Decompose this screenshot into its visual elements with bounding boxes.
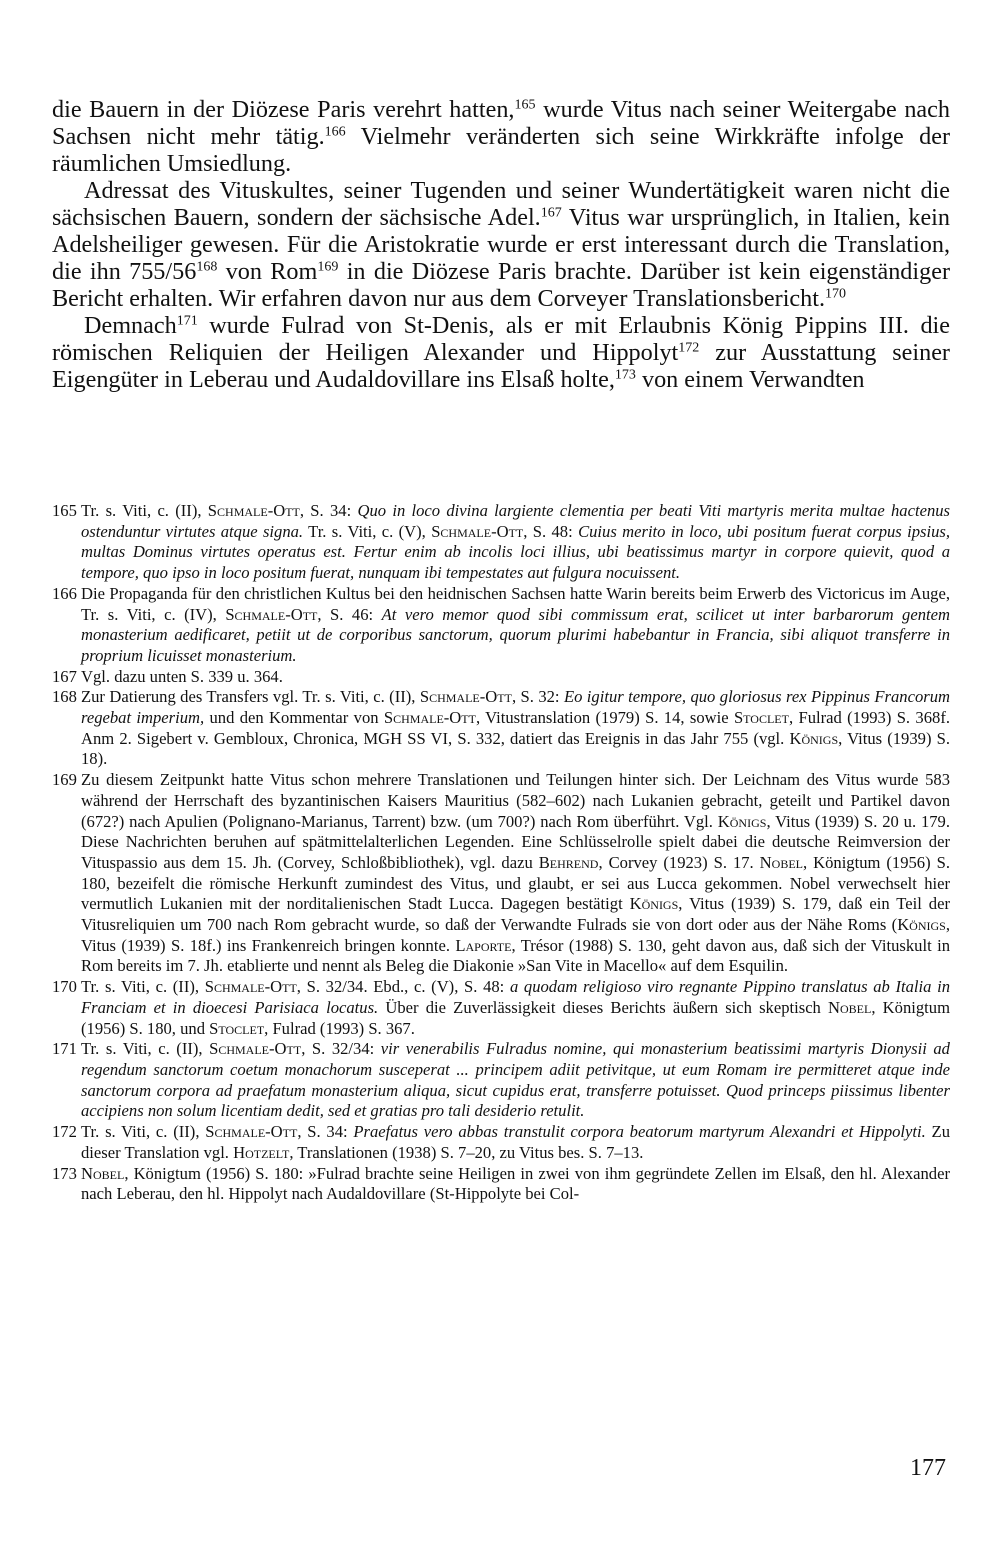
text-run: Tr. s. Viti, c. (II), <box>81 501 208 520</box>
author-name: Stoclet <box>209 1018 265 1038</box>
footnote-ref: 167 <box>540 204 562 221</box>
footnote <box>52 687 950 770</box>
footnote-ref: 168 <box>196 258 218 275</box>
author-name: Nobel <box>828 997 872 1017</box>
text-run: wurde Fulrad von St-Denis, als er mit Erlaubnis König Pippins III. die römischen Reliquien der Heiligen Alexander und Hippolyt <box>52 312 950 366</box>
author-name: Schmale-Ott <box>419 687 512 707</box>
footnote-ref: 172 <box>678 339 700 356</box>
author-name: Stoclet <box>733 708 789 728</box>
text-run: , S. 48: <box>523 521 579 541</box>
text-run: , Königtum (1956) S. 180, bezeifelt die römische Herkunft zumindest des Vitus, und glaubt, er sei aus Lucca gekommen. Nobel verwechselt hier vermutlich Lukanien mit der norditalienischen Stadt Lucca. Dagegen bestätigt <box>81 852 950 914</box>
text-run: , Vitus (1939) S. 18). <box>81 728 950 769</box>
footnote-ref: 173 <box>614 366 636 383</box>
text-run: die Bauern in der Diözese Paris verehrt hatten, <box>52 96 515 123</box>
text-run: , Corvey (1923) S. 17. <box>598 852 760 872</box>
text-run: Zur Datierung des Transfers vgl. Tr. s. Viti, c. (II), <box>81 687 420 707</box>
author-name: Schmale-Ott <box>205 1122 298 1142</box>
text-run: Tr. s. Viti, c. (II), <box>81 977 205 997</box>
author-name: Nobel <box>81 1163 125 1183</box>
latin-quote: At vero memor quod sibi commissum erat, scilicet ut inter barbarorum gentem monasterium aedificaret, petiit ut de corporibus sanctorum, quorum plurimi habebantur in Francia, sibi aliquot transferre in proprium licuisset monasterium. <box>81 604 950 665</box>
latin-quote: Eo igitur tempore, quo gloriosus rex Pippinus Francorum regebat imperium, <box>81 687 950 728</box>
footnote-number: 171 <box>52 1039 77 1059</box>
text-run: , Königtum (1956) S. 180: »Fulrad brachte seine Heiligen in zwei von ihm gegründete Zellen im Elsaß, den hl. Alexander nach Leberau, den hl. Hippolyt nach Audaldovillare (St-Hippolyte bei Col- <box>81 1163 950 1204</box>
text-run: , Translationen (1938) S. 7–20, zu Vitus bes. S. 7–13. <box>289 1142 644 1162</box>
footnote <box>52 770 950 977</box>
footnote <box>52 501 950 584</box>
author-name: Hotzelt <box>233 1142 290 1162</box>
footnote <box>52 667 950 688</box>
author-name: Schmale-Ott <box>383 708 476 728</box>
footnote-number: 170 <box>52 977 77 997</box>
author-name: Königs <box>717 811 767 831</box>
footnote <box>52 1164 950 1205</box>
text-run: , Trésor (1988) S. 130, geht davon aus, daß sich der Vituskult in Rom bereits im 7. Jh. etablierte und nennt als Beleg die Diakonie »San Vite in Macello« auf dem Esquilin. <box>81 935 950 976</box>
latin-quote: Quo in loco divina largiente clementia per beati Viti martyris merita multae hactenus ostenduntur virtutes atque signa. <box>81 501 950 541</box>
text-run: Über die Zuverlässigkeit dieses Berichts äußern sich skeptisch <box>378 997 829 1017</box>
footnote-number: 172 <box>52 1122 77 1142</box>
text-run: Tr. s. Viti, c. (II), <box>81 1122 206 1142</box>
latin-quote: Cuius merito in loco, ubi positum fuerat corpus ipsius, multas Dominus virtutes operatus est. Fertur enim ab incolis loci illius, ubi beatissimus martyr in corpore quievit, quod a tempore, quo ipso in loco positum fuerat, nunquam ibi tempestates aut fulgura nocuissent. <box>81 521 950 583</box>
text-run: , S. 34: <box>299 501 358 520</box>
footnote-ref: 169 <box>317 258 339 275</box>
footnote-number: 168 <box>52 687 77 707</box>
text-run: , S. 32: <box>511 687 564 707</box>
text-run: , Vitus (1939) S. 179, daß ein Teil der Vitusreliquien um 700 nach Rom gebracht wurde, so daß der Verwandte Fulrads sie von dort oder aus der Nähe Roms ( <box>81 894 950 935</box>
text-run: Adressat des Vituskultes, seiner Tugenden und seiner Wundertätigkeit waren nicht die sächsischen Bauern, sondern der sächsische Adel. <box>52 177 950 231</box>
text-run: von einem Verwandten <box>635 366 865 393</box>
footnote-number: 165 <box>52 501 77 520</box>
author-name: Schmale-Ott <box>204 977 297 997</box>
text-run: Tr. s. Viti, c. (V), <box>303 521 432 541</box>
latin-quote: Praefatus vero abbas transtulit corpora beatorum martyrum Alexandri et Hippolyti. <box>353 1122 926 1142</box>
text-run: Vielmehr veränderten sich seine Wirkkräfte infolge der räumlichen Umsiedlung. <box>52 123 950 177</box>
footnote-ref: 165 <box>514 96 536 113</box>
text-run: in die Diözese Paris brachte. Darüber ist kein eigenständiger Bericht erhalten. Wir erfahren davon nur aus dem Corveyer Translationsbericht. <box>52 258 950 312</box>
text-run: , Vitustranslation (1979) S. 14, sowie <box>475 708 734 728</box>
text-run: Die Propaganda für den christlichen Kultus bei den heidnischen Sachsen hatte Warin bereits beim Erwerb des Victoricus im Auge, Tr. s. Viti, c. (IV), <box>81 583 950 624</box>
text-run: Zu diesem Zeitpunkt hatte Vitus schon mehrere Translationen und Teilungen hinter sich. Der Leichnam des Vitus wurde 583 während der Herrschaft des byzantinischen Kaisers Mauritius (582–602) nach Lukanien gebracht, geteilt und Partikel davon (672?) nach Apulien (Polignano-Marianus, Tarrent) bzw. (um 700?) nach Rom überführt. Vgl. <box>81 770 950 831</box>
latin-quote: a quodam religioso viro regnante Pippino translatus ab Italia in Franciam et in dioecesi Parisiaca locatus. <box>81 977 951 1017</box>
author-name: Schmale-Ott <box>209 1039 302 1059</box>
page-number: 177 <box>910 1455 946 1481</box>
text-run: Tr. s. Viti, c. (II), <box>81 1039 210 1059</box>
body-paragraph <box>52 96 950 177</box>
text-run: Vitus war ursprünglich, in Italien, kein Adelsheiliger gewesen. Für die Aristokratie wurde er erst interessant durch die Translation, die ihn 755/56 <box>52 204 950 285</box>
main-text <box>52 96 950 393</box>
footnote-ref: 171 <box>176 312 198 329</box>
text-run: , S. 34: <box>297 1122 354 1142</box>
footnote <box>52 1122 950 1163</box>
body-paragraph <box>52 312 950 393</box>
text-run: zur Ausstattung seiner Eigengüter in Leberau und Audaldovillare ins Elsaß holte, <box>52 339 950 393</box>
body-paragraph <box>52 177 950 312</box>
text-run: , S. 32/34. Ebd., c. (V), S. 48: <box>296 977 510 997</box>
text-run: , Fulrad (1993) S. 368f. Anm 2. Sigebert v. Gembloux, Chronica, MGH SS VI, S. 332, datiert das Ereignis in das Jahr 755 (vgl. <box>81 708 950 748</box>
footnotes <box>52 501 950 1205</box>
author-name: Behrend <box>538 852 599 872</box>
text-run: , Vitus (1939) S. 20 u. 179. Diese Nachrichten beruhen auf spätmittelalterlichen Legenden. Eine Schlüsselrolle spielt dabei die deutsche Reimversion der Vituspassio aus dem 15. Jh. (Corvey, Schloßbibliothek), vgl. dazu <box>81 811 950 872</box>
text-run: und den Kommentar von <box>204 708 384 728</box>
author-name: Königs <box>897 915 946 935</box>
footnote-number: 173 <box>52 1163 77 1183</box>
text-run: wurde Vitus nach seiner Weitergabe nach Sachsen nicht mehr tätig. <box>52 96 950 150</box>
footnote-number: 166 <box>52 583 77 603</box>
footnote-ref: 166 <box>324 123 346 140</box>
footnote <box>52 977 950 1039</box>
text-run: , S. 32/34: <box>301 1039 381 1059</box>
text-run: , Fulrad (1993) S. 367. <box>264 1018 415 1038</box>
footnote <box>52 1039 950 1122</box>
footnote-number: 167 <box>52 666 77 686</box>
author-name: Königs <box>789 728 839 748</box>
text-run: Zu dieser Translation vgl. <box>81 1122 950 1162</box>
text-run: , Vitus (1939) S. 18f.) ins Frankenreich bringen konnte. <box>81 915 950 955</box>
author-name: Königs <box>629 894 679 914</box>
author-name: Laporte <box>455 935 512 955</box>
author-name: Schmale-Ott <box>431 521 524 541</box>
text-run: , Königtum (1956) S. 180, und <box>81 997 950 1038</box>
text-run: , S. 46: <box>317 604 382 624</box>
latin-quote: vir venerabilis Fulradus nomine, qui monasterium beatissimi martyris Dionysii ad regendum sanctorum coetum monachorum susceperat ... principem adiit petivitque, ut eum Romam ire permitteret atque inde sanctorum corpora ad praefatum monasterium aliqua, sicut cupidus erat, transferre potuisset. Quod princeps piissimus libenter accipiens non solum licentiam dedit, sed et gratias pro tali desiderio retulit. <box>81 1039 950 1121</box>
author-name: Nobel <box>759 852 803 872</box>
author-name: Schmale-Ott <box>207 501 300 520</box>
text-run: Vgl. dazu unten S. 339 u. 364. <box>81 666 283 686</box>
footnote <box>52 584 950 667</box>
footnote-ref: 170 <box>825 285 847 302</box>
text-run: Demnach <box>84 312 177 339</box>
author-name: Schmale-Ott <box>225 604 318 624</box>
text-run: von Rom <box>217 258 318 285</box>
footnote-number: 169 <box>52 770 77 790</box>
